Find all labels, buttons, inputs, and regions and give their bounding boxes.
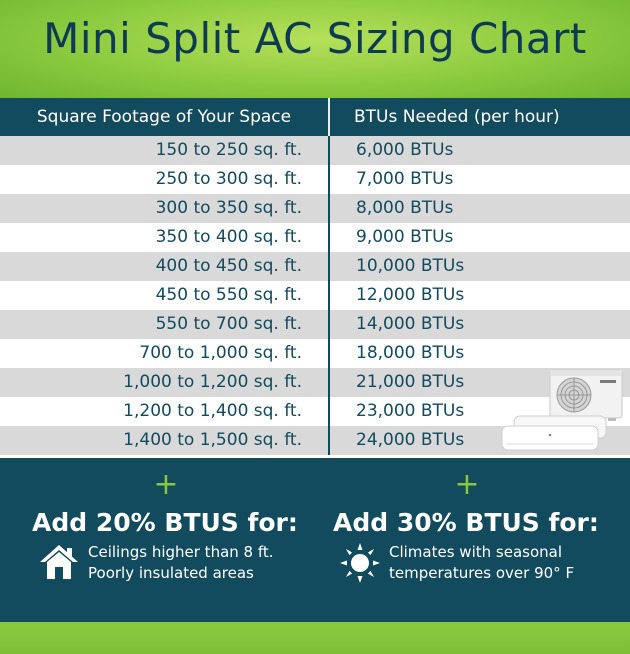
- btu-cell: 21,000 BTUs: [356, 372, 465, 392]
- area-cell: 450 to 550 sq. ft.: [155, 285, 302, 305]
- area-cell: 150 to 250 sq. ft.: [155, 140, 302, 160]
- column-divider: [328, 281, 330, 310]
- house-icon: [38, 543, 80, 581]
- column-divider: [328, 368, 330, 397]
- btu-cell: 8,000 BTUs: [356, 198, 454, 218]
- area-cell: 350 to 400 sq. ft.: [155, 227, 302, 247]
- table-row: [0, 281, 630, 310]
- column-divider: [328, 194, 330, 223]
- mini-split-ac-units-image: [500, 368, 628, 460]
- table-row: [0, 339, 630, 368]
- reason-line: Ceilings higher than 8 ft.: [88, 543, 274, 561]
- column-divider: [328, 165, 330, 194]
- add-30-percent-reasons: [389, 542, 574, 584]
- area-cell: 1,200 to 1,400 sq. ft.: [123, 401, 302, 421]
- column-divider: [328, 397, 330, 426]
- area-cell: 400 to 450 sq. ft.: [155, 256, 302, 276]
- btu-cell: 12,000 BTUs: [356, 285, 465, 305]
- btu-cell: 23,000 BTUs: [356, 401, 465, 421]
- btu-cell: 10,000 BTUs: [356, 256, 465, 276]
- column-divider: [328, 339, 330, 368]
- column-header-square-footage: Square Footage of Your Space: [36, 107, 292, 127]
- table-row: [0, 252, 630, 281]
- btu-cell: 7,000 BTUs: [356, 169, 454, 189]
- btu-cell: 18,000 BTUs: [356, 343, 465, 363]
- btu-cell: 6,000 BTUs: [356, 140, 454, 160]
- table-header: [0, 98, 630, 136]
- area-cell: 250 to 300 sq. ft.: [155, 169, 302, 189]
- column-divider: [328, 223, 330, 252]
- table-row: [0, 136, 630, 165]
- page-title: Mini Split AC Sizing Chart: [43, 14, 587, 63]
- adjustments-panel: [0, 458, 630, 622]
- area-cell: 1,000 to 1,200 sq. ft.: [123, 372, 302, 392]
- area-cell: 550 to 700 sq. ft.: [155, 314, 302, 334]
- area-cell: 300 to 350 sq. ft.: [155, 198, 302, 218]
- table-row: [0, 223, 630, 252]
- column-divider: [328, 426, 330, 455]
- table-row: [0, 310, 630, 339]
- btu-cell: 9,000 BTUs: [356, 227, 454, 247]
- area-cell: 1,400 to 1,500 sq. ft.: [123, 430, 302, 450]
- column-divider: [328, 310, 330, 339]
- add-20-percent-reasons: [88, 542, 274, 584]
- table-row: [0, 194, 630, 223]
- column-header-btus: BTUs Needed (per hour): [354, 107, 560, 127]
- add-30-percent-heading: Add 30% BTUS for:: [333, 508, 599, 537]
- sun-icon: [339, 542, 381, 584]
- column-divider: [328, 136, 330, 165]
- reason-line: temperatures over 90° F: [389, 564, 575, 582]
- reason-line: Poorly insulated areas: [88, 564, 254, 582]
- add-20-percent-heading: Add 20% BTUS for:: [32, 508, 298, 537]
- column-divider: [328, 252, 330, 281]
- reason-line: Climates with seasonal: [389, 543, 562, 561]
- footer-band: [0, 622, 630, 654]
- area-cell: 700 to 1,000 sq. ft.: [139, 343, 302, 363]
- btu-cell: 24,000 BTUs: [356, 430, 465, 450]
- plus-icon: +: [153, 467, 179, 502]
- btu-cell: 14,000 BTUs: [356, 314, 465, 334]
- table-row: [0, 165, 630, 194]
- title-banner: [0, 0, 630, 98]
- plus-icon: +: [454, 467, 480, 502]
